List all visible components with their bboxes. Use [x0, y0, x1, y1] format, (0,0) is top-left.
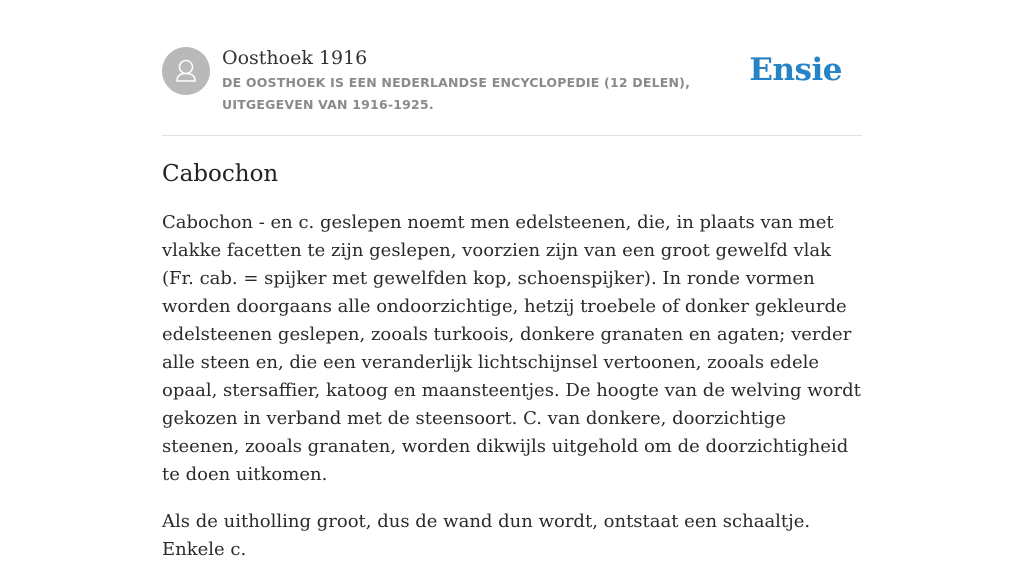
- source-avatar[interactable]: [162, 47, 210, 95]
- article-title: Cabochon: [162, 161, 279, 187]
- header-divider: [162, 135, 862, 136]
- ensie-logo[interactable]: Ensie: [749, 52, 842, 88]
- source-title[interactable]: Oosthoek 1916: [222, 47, 368, 69]
- source-header: [162, 46, 862, 135]
- article: [162, 158, 862, 564]
- user-icon: [162, 47, 210, 95]
- article-paragraph: Cabochon - en c. geslepen noemt men edelsteenen, die, in plaats van met vlakke facetten te zijn geslepen, voorzien zijn van een groot gewelfd vlak (Fr. cab. = spijker met gewelfden kop, schoenspijker). In ronde vormen worden doorgaans alle ondoorzichtige, hetzij troebele of donker gekleurde edelsteenen geslepen, zooals turkoois, donkere granaten en agaten; verder alle steen en, die een veranderlijk lichtschijnsel vertoonen, zooals edele opaal, stersaffier, katoog en maansteentjes. De hoogte van de welving wordt gekozen in verband met de steensoort. C. van donkere, doorzichtige steenen, zooals granaten, worden dikwijls uitgehold om de doorzichtigheid te doen uitkomen.: [162, 212, 861, 485]
- source-description: DE OOSTHOEK IS EEN NEDERLANDSE ENCYCLOPEDIE (12 DELEN), UITGEGEVEN VAN 1916-1925.: [222, 75, 691, 112]
- article-paragraph: Als de uitholling groot, dus de wand dun wordt, ontstaat een schaaltje. Enkele c.: [162, 511, 811, 560]
